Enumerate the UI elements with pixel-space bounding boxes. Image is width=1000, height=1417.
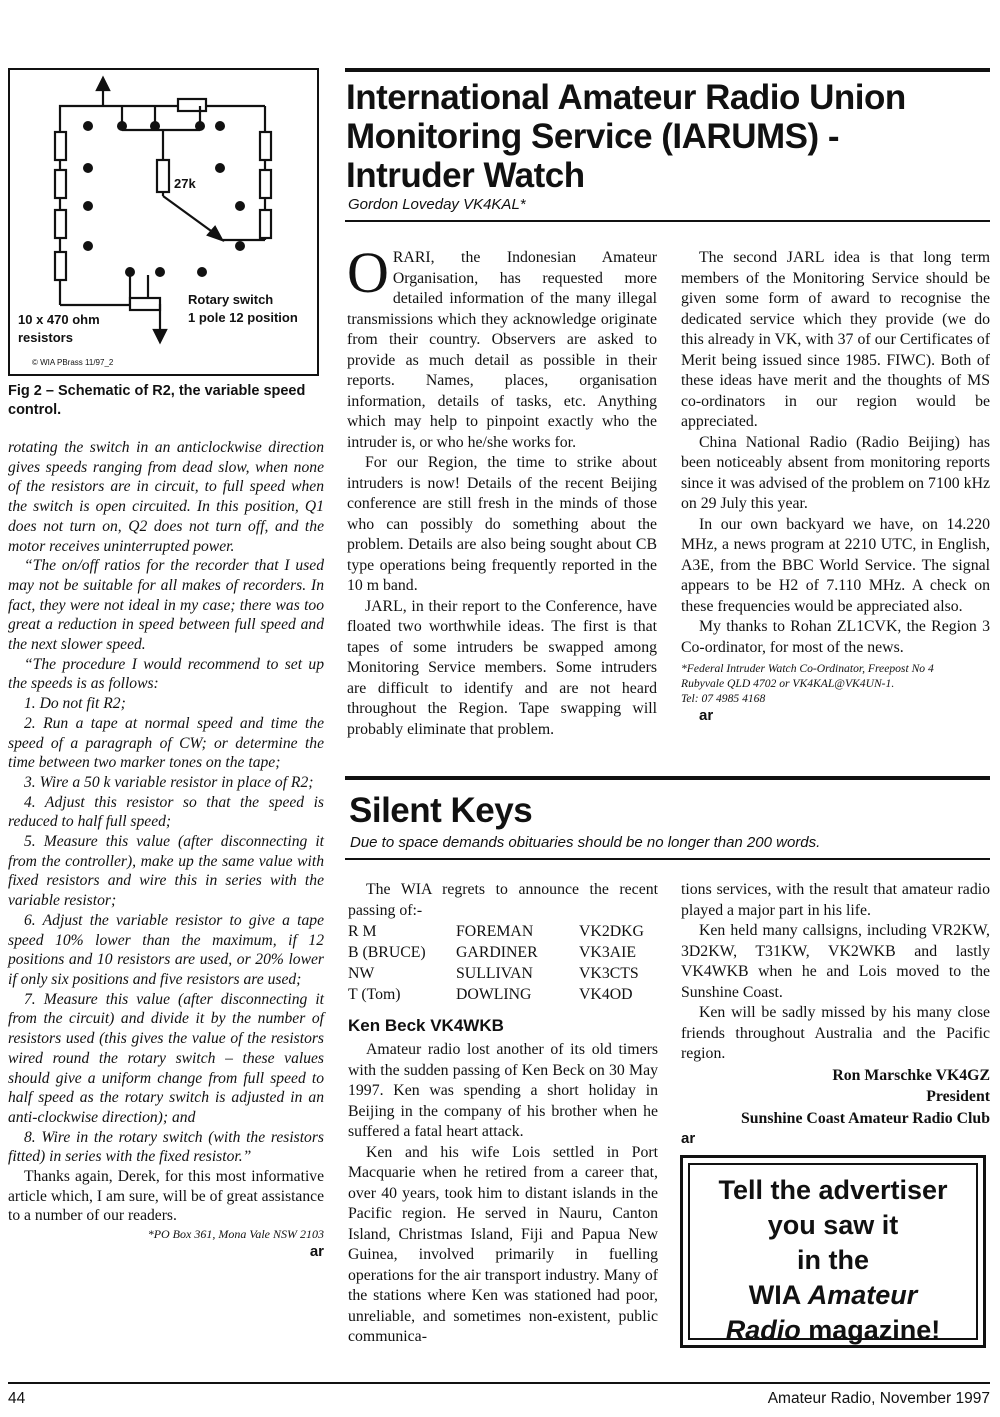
footnote: *Federal Intruder Watch Co-Ordinator, Freepost No 4 <box>681 662 934 675</box>
advert-wia: WIA <box>748 1280 801 1310</box>
title-line: Monitoring Service (IARUMS) - <box>346 117 840 156</box>
paragraph: “The on/off ratios for the recorder that I used may not be suitable for all makes of recorders. In fact, they were not ideal in my case; there was too great a reduction in speed between full speed and the next slower speed. <box>8 557 324 654</box>
figure-copyright: © WIA PBrass 11/97_2 <box>32 358 114 367</box>
end-mark: ar <box>681 1130 696 1147</box>
advert-box <box>680 1155 986 1348</box>
publication-info: Amateur Radio, November 1997 <box>767 1390 990 1407</box>
page-number: 44 <box>8 1390 26 1407</box>
advert-line: Tell the advertiser <box>718 1175 948 1205</box>
passing-row <box>348 984 648 1005</box>
advert-line <box>690 1313 976 1348</box>
procedure-step: 2. Run a tape at normal speed and time the speed of a paragraph of CW; or determine the time between two marker tones on the tape; <box>8 714 324 772</box>
article-column-2 <box>681 248 990 727</box>
silent-keys-rule <box>345 776 990 780</box>
label-resistors: resistors <box>18 330 73 345</box>
silent-keys-column-1 <box>348 880 658 1348</box>
label-resistors-count: 10 x 470 ohm <box>18 312 100 327</box>
silent-keys-title: Silent Keys <box>349 791 533 830</box>
paragraph: In our own backyard we have, on 14.220 MHz, a news program at 2210 UTC, in English, A3E, from the BBC World Service. The signal appears to be H2 of 7.110 MHz. A check on these frequencies would be appreciated also. <box>681 515 990 615</box>
advert-line: in the <box>797 1245 869 1275</box>
end-mark: ar <box>309 1243 324 1261</box>
title-line: Intruder Watch <box>346 156 585 195</box>
passing-surname: DOWLING <box>456 986 532 1003</box>
label-pole-position: 1 pole 12 position <box>188 310 298 325</box>
figure-caption: Fig 2 – Schematic of R2, the variable speed control. <box>8 383 306 418</box>
passing-callsign: VK3CTS <box>579 965 639 982</box>
byline: Gordon Loveday VK4KAL* <box>348 196 526 213</box>
advert-amateur: Amateur <box>807 1280 918 1310</box>
passings-table <box>348 921 648 1005</box>
byline-rule <box>345 220 990 222</box>
schematic-diagram <box>10 70 317 374</box>
signature-title: President <box>926 1088 990 1105</box>
passing-first-name: T (Tom) <box>348 986 401 1003</box>
paragraph: The second JARL idea is that long term members of the Monitoring Service should be given some form of award to recognise the dedicated service which they provide (we do this already in VK, with 37 of our Certificates of Merit being issued since 1985. FIWC). Both of these ideas have merit and the thoughts of MS co-ordinators in our region would be appreciated. <box>681 249 990 430</box>
footnote: Rubyvale QLD 4702 or VK4KAL@VK4UN-1. <box>681 677 895 690</box>
advert-text <box>688 1163 978 1345</box>
passing-callsign: VK3AIE <box>579 944 637 961</box>
drop-cap: O <box>347 240 389 305</box>
procedure-step: 7. Measure this value (after disconnecting it from the circuit) and divide it by the number of resistors used (this gives the value of the resistors wired round the rotary switch – these values should give a uniform change from full speed to half speed as the rotary switch is adjusted in an anti-clockwise direction); and <box>8 990 324 1126</box>
subtitle-rule <box>345 858 990 860</box>
advert-line <box>690 1278 976 1313</box>
article-column-1 <box>347 240 657 740</box>
silent-keys-subtitle: Due to space demands obituaries should be no longer than 200 words. <box>350 834 821 851</box>
paragraph: JARL, in their report to the Conference, have floated two worthwhile ideas. The first is that tapes of some intruders be swapped among Monitoring Service members. Some intruders are difficult to identify and are not heard throughout the Region. Tape swapping will probably eliminate that problem. <box>347 597 657 738</box>
advert-line: you saw it <box>767 1210 899 1240</box>
figure-box <box>8 68 319 376</box>
left-column-text <box>8 438 324 1262</box>
procedure-step: 1. Do not fit R2; <box>24 695 126 713</box>
silent-keys-column-2 <box>681 880 990 1150</box>
procedure-step: 5. Measure this value (after disconnecting it from the controller), make up the same value with fixed resistors and wire this in series with the variable resistor; <box>8 833 324 910</box>
passing-row <box>348 921 648 942</box>
passing-surname: SULLIVAN <box>456 965 533 982</box>
footnote: Tel: 07 4985 4168 <box>681 692 766 705</box>
passing-callsign: VK2DKG <box>579 923 644 940</box>
paragraph: For our Region, the time to strike about intruders is now! Details of the recent Beijing conference are still fresh in the minds of those who can possibly do something about the problem. Details are also being sought about CB type operations being frequently reported in the 10 m band. <box>347 454 657 594</box>
author-address: *PO Box 361, Mona Vale NSW 2103 <box>147 1227 324 1242</box>
advert-magazine: magazine! <box>808 1315 941 1345</box>
paragraph: rotating the switch in an anticlockwise direction gives speeds ranging from dead slow, when none of the resistors are in circuit, to full speed when the switch is open circuited. In this position, Q1 does not turn on, Q2 does not turn off, and the motor receives uninterrupted power. <box>8 439 324 555</box>
top-rule <box>345 68 990 72</box>
passing-surname: GARDINER <box>456 944 538 961</box>
signature-club: Sunshine Coast Amateur Radio Club <box>740 1109 990 1127</box>
paragraph: RARI, the Indonesian Amateur Organisation, has requested more detailed information of the many illegal transmissions which they acknowledge originate from their country. Observers are asked to provide as much detail as possible in their reports. Names, places, organisation information, details of tasks, etc. Anything which may help to pinpoint exactly who the intruder is, or who he/she works for. <box>347 249 657 451</box>
paragraph: Amateur radio lost another of its old timers with the sudden passing of Ken Beck on 30 May 1997. Ken was spending a short holiday in Beijing in the company of his brother when he suffered a fatal heart attack. <box>348 1041 658 1140</box>
paragraph: The WIA regrets to announce the recent passing of:- <box>348 881 658 919</box>
subhead-ken-beck: Ken Beck VK4WKB <box>348 1016 504 1035</box>
procedure-step: 6. Adjust the variable resistor to give a tape speed 10% lower than the maximum, if 12 positions and 10 resistors are used, or 20% lower if only six positions and five resistors are used; <box>8 911 324 988</box>
passing-first-name: B (BRUCE) <box>348 944 426 961</box>
procedure-step: 8. Wire in the rotary switch (with the resistors fitted) in series with the fixed resistor.” <box>8 1128 324 1166</box>
paragraph: “The procedure I would recommend to set up the speeds is as follows: <box>8 655 324 693</box>
passing-first-name: NW <box>348 965 375 982</box>
advert-radio: Radio <box>725 1315 801 1345</box>
paragraph: China National Radio (Radio Beijing) has been noticeably absent from monitoring reports since it was advised of the problem on 7100 kHz on 29 July this year. <box>681 433 990 512</box>
procedure-step: 3. Wire a 50 k variable resistor in place of R2; <box>24 773 314 791</box>
title-line: International Amateur Radio Union <box>346 78 906 117</box>
paragraph: Ken held many callsigns, including VR2KW, 3D2KW, T31KW, VK2WKB and lastly VK4WKB when he and Lois moved to the Sunshine Coast. <box>681 922 990 1001</box>
paragraph: Thanks again, Derek, for this most informative article which, I am sure, will be of great assistance to a number of our readers. <box>8 1168 324 1225</box>
paragraph: Ken and his wife Lois settled in Port Macquarie when he retired from a career that, over 40 years, took him to distant islands in the Pacific region. He served in Nauru, Canton Island, Christmas Island, Fiji and Papua New Guinea, involved primarily in fuelling operations for the air transport industry. Many of the stations where Ken was stationed had poor, unreliable, and sometimes non-existent, public communica- <box>348 1143 658 1345</box>
footer-rule <box>8 1382 990 1384</box>
article-title <box>346 78 986 195</box>
end-mark: ar <box>699 707 714 724</box>
procedure-step: 4. Adjust this resistor so that the speed is reduced to half full speed; <box>8 793 324 831</box>
passing-first-name: R M <box>348 923 377 940</box>
paragraph: Ken will be sadly missed by his many close friends throughout Australia and the Pacific region. <box>681 1004 990 1062</box>
passing-surname: FOREMAN <box>456 923 534 940</box>
passing-row <box>348 942 648 963</box>
paragraph: tions services, with the result that amateur radio played a major part in his life. <box>681 881 990 919</box>
label-rotary-switch: Rotary switch <box>188 292 274 307</box>
passing-callsign: VK4OD <box>579 986 633 1003</box>
paragraph: My thanks to Rohan ZL1CVK, the Region 3 Co-ordinator, for most of the news. <box>681 618 990 656</box>
signature-name: Ron Marschke VK4GZ <box>832 1066 990 1084</box>
passing-row <box>348 963 648 984</box>
label-27k: 27k <box>174 176 196 191</box>
